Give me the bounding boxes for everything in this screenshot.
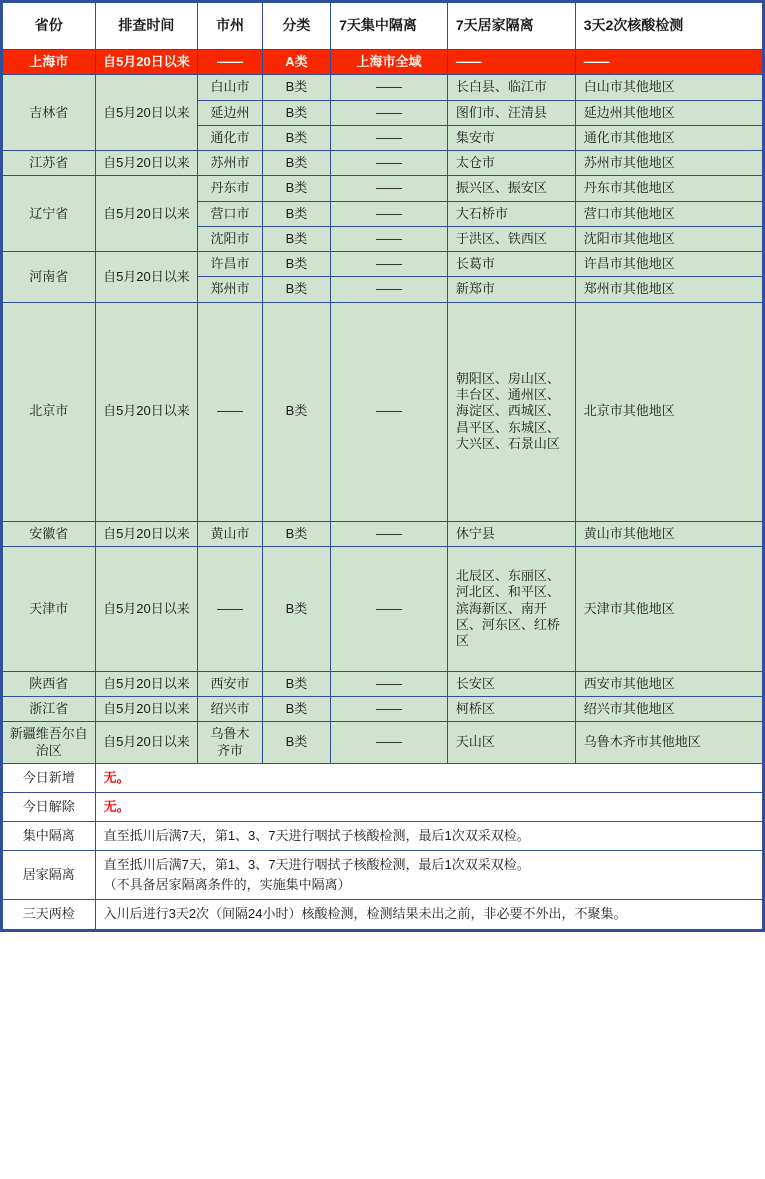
city-cell: —— — [198, 50, 262, 75]
city-cell: 营口市 — [198, 201, 262, 226]
table-header — [3, 3, 763, 50]
nucleic-test-cell: 天津市其他地区 — [575, 546, 762, 671]
column-header-1: 排查时间 — [95, 3, 198, 50]
footer-row — [3, 851, 763, 900]
central-quarantine-cell: —— — [331, 722, 448, 764]
province-cell: 辽宁省 — [3, 176, 96, 252]
home-quarantine-cell: 新郑市 — [447, 277, 575, 302]
table-row — [3, 521, 763, 546]
column-header-4: 7天集中隔离 — [331, 3, 448, 50]
nucleic-test-cell: 黄山市其他地区 — [575, 521, 762, 546]
footer-row — [3, 763, 763, 792]
column-header-0: 省份 — [3, 3, 96, 50]
city-cell: 延边州 — [198, 100, 262, 125]
screening-time-cell: 自5月20日以来 — [95, 302, 198, 521]
table-row — [3, 176, 763, 201]
central-quarantine-cell: —— — [331, 277, 448, 302]
category-cell: B类 — [262, 302, 330, 521]
central-quarantine-cell: —— — [331, 671, 448, 696]
central-quarantine-cell: —— — [331, 176, 448, 201]
home-quarantine-cell: 长葛市 — [447, 252, 575, 277]
footer-row — [3, 900, 763, 929]
province-cell: 上海市 — [3, 50, 96, 75]
footer-label: 今日解除 — [3, 792, 96, 821]
city-cell: 黄山市 — [198, 521, 262, 546]
nucleic-test-cell: 通化市其他地区 — [575, 125, 762, 150]
nucleic-test-cell: 绍兴市其他地区 — [575, 697, 762, 722]
home-quarantine-cell: 长安区 — [447, 671, 575, 696]
category-cell: B类 — [262, 252, 330, 277]
category-cell: A类 — [262, 50, 330, 75]
central-quarantine-cell: —— — [331, 226, 448, 251]
column-header-5: 7天居家隔离 — [447, 3, 575, 50]
home-quarantine-cell: 休宁县 — [447, 521, 575, 546]
screening-time-cell: 自5月20日以来 — [95, 546, 198, 671]
central-quarantine-cell: —— — [331, 75, 448, 100]
city-cell: 绍兴市 — [198, 697, 262, 722]
province-cell: 吉林省 — [3, 75, 96, 151]
nucleic-test-cell: 延边州其他地区 — [575, 100, 762, 125]
table-row — [3, 671, 763, 696]
screening-time-cell: 自5月20日以来 — [95, 671, 198, 696]
central-quarantine-cell: —— — [331, 252, 448, 277]
home-quarantine-cell: 振兴区、振安区 — [447, 176, 575, 201]
city-cell: 白山市 — [198, 75, 262, 100]
screening-time-cell: 自5月20日以来 — [95, 722, 198, 764]
footer-value: 无。 — [95, 792, 762, 821]
home-quarantine-cell: 北辰区、东丽区、河北区、和平区、滨海新区、南开区、河东区、红桥区 — [447, 546, 575, 671]
home-quarantine-cell: 图们市、汪清县 — [447, 100, 575, 125]
category-cell: B类 — [262, 226, 330, 251]
table-row — [3, 252, 763, 277]
nucleic-test-cell: 沈阳市其他地区 — [575, 226, 762, 251]
category-cell: B类 — [262, 722, 330, 764]
city-cell: 西安市 — [198, 671, 262, 696]
central-quarantine-cell: —— — [331, 697, 448, 722]
central-quarantine-cell: —— — [331, 546, 448, 671]
screening-time-cell: 自5月20日以来 — [95, 50, 198, 75]
footer-value: 直至抵川后满7天，第1、3、7天进行咽拭子核酸检测，最后1次双采双检。 — [95, 822, 762, 851]
column-header-3: 分类 — [262, 3, 330, 50]
table-body — [3, 50, 763, 764]
footer-value-line2: （不具备居家隔离条件的，实施集中隔离） — [103, 877, 351, 893]
province-cell: 江苏省 — [3, 151, 96, 176]
nucleic-test-cell: 白山市其他地区 — [575, 75, 762, 100]
category-cell: B类 — [262, 151, 330, 176]
table-row — [3, 151, 763, 176]
province-cell: 河南省 — [3, 252, 96, 303]
province-cell: 新疆维吾尔自治区 — [3, 722, 96, 764]
central-quarantine-cell: —— — [331, 100, 448, 125]
footer-value-line1: 直至抵川后满7天，第1、3、7天进行咽拭子核酸检测，最后1次双采双检。 — [103, 857, 530, 873]
table-row — [3, 75, 763, 100]
central-quarantine-cell: —— — [331, 125, 448, 150]
central-quarantine-cell: —— — [331, 201, 448, 226]
footer-label: 今日新增 — [3, 763, 96, 792]
footer-label: 集中隔离 — [3, 822, 96, 851]
category-cell: B类 — [262, 521, 330, 546]
screening-time-cell: 自5月20日以来 — [95, 697, 198, 722]
city-cell: 许昌市 — [198, 252, 262, 277]
city-cell: 乌鲁木齐市 — [198, 722, 262, 764]
province-cell: 天津市 — [3, 546, 96, 671]
footer-row — [3, 822, 763, 851]
nucleic-test-cell: 丹东市其他地区 — [575, 176, 762, 201]
footer-label: 三天两检 — [3, 900, 96, 929]
screening-time-cell: 自5月20日以来 — [95, 151, 198, 176]
column-header-2: 市州 — [198, 3, 262, 50]
nucleic-test-cell: 许昌市其他地区 — [575, 252, 762, 277]
footer-row — [3, 792, 763, 821]
footer-value: 入川后进行3天2次（间隔24小时）核酸检测，检测结果未出之前，非必要不外出，不聚集。 — [95, 900, 762, 929]
city-cell: —— — [198, 302, 262, 521]
category-cell: B类 — [262, 100, 330, 125]
table-row — [3, 50, 763, 75]
table-row — [3, 302, 763, 521]
province-cell: 浙江省 — [3, 697, 96, 722]
table-footer — [3, 763, 763, 929]
home-quarantine-cell: 于洪区、铁西区 — [447, 226, 575, 251]
home-quarantine-cell: 朝阳区、房山区、丰台区、通州区、海淀区、西城区、昌平区、东城区、大兴区、石景山区 — [447, 302, 575, 521]
central-quarantine-cell: —— — [331, 151, 448, 176]
home-quarantine-cell: 长白县、临江市 — [447, 75, 575, 100]
column-header-6: 3天2次核酸检测 — [575, 3, 762, 50]
nucleic-test-cell: 营口市其他地区 — [575, 201, 762, 226]
nucleic-test-cell: 郑州市其他地区 — [575, 277, 762, 302]
home-quarantine-cell: 柯桥区 — [447, 697, 575, 722]
province-cell: 安徽省 — [3, 521, 96, 546]
central-quarantine-cell: —— — [331, 521, 448, 546]
nucleic-test-cell: 苏州市其他地区 — [575, 151, 762, 176]
city-cell: 郑州市 — [198, 277, 262, 302]
central-quarantine-cell: —— — [331, 302, 448, 521]
screening-time-cell: 自5月20日以来 — [95, 521, 198, 546]
province-cell: 北京市 — [3, 302, 96, 521]
nucleic-test-cell: 西安市其他地区 — [575, 671, 762, 696]
category-cell: B类 — [262, 176, 330, 201]
table-row — [3, 722, 763, 764]
nucleic-test-cell: 北京市其他地区 — [575, 302, 762, 521]
city-cell: 丹东市 — [198, 176, 262, 201]
nucleic-test-cell: 乌鲁木齐市其他地区 — [575, 722, 762, 764]
category-cell: B类 — [262, 546, 330, 671]
central-quarantine-cell: 上海市全域 — [331, 50, 448, 75]
table-row — [3, 697, 763, 722]
nucleic-test-cell: —— — [575, 50, 762, 75]
risk-area-table — [2, 2, 763, 930]
screening-time-cell: 自5月20日以来 — [95, 176, 198, 252]
footer-value: 无。 — [95, 763, 762, 792]
footer-value — [95, 851, 762, 900]
city-cell: 通化市 — [198, 125, 262, 150]
footer-label: 居家隔离 — [3, 851, 96, 900]
city-cell: 沈阳市 — [198, 226, 262, 251]
screening-time-cell: 自5月20日以来 — [95, 252, 198, 303]
home-quarantine-cell: 太仓市 — [447, 151, 575, 176]
home-quarantine-cell: —— — [447, 50, 575, 75]
city-cell: 苏州市 — [198, 151, 262, 176]
home-quarantine-cell: 大石桥市 — [447, 201, 575, 226]
category-cell: B类 — [262, 277, 330, 302]
category-cell: B类 — [262, 75, 330, 100]
category-cell: B类 — [262, 671, 330, 696]
province-cell: 陕西省 — [3, 671, 96, 696]
home-quarantine-cell: 天山区 — [447, 722, 575, 764]
city-cell: —— — [198, 546, 262, 671]
screening-time-cell: 自5月20日以来 — [95, 75, 198, 151]
category-cell: B类 — [262, 697, 330, 722]
header-row — [3, 3, 763, 50]
table-row — [3, 546, 763, 671]
category-cell: B类 — [262, 125, 330, 150]
home-quarantine-cell: 集安市 — [447, 125, 575, 150]
category-cell: B类 — [262, 201, 330, 226]
